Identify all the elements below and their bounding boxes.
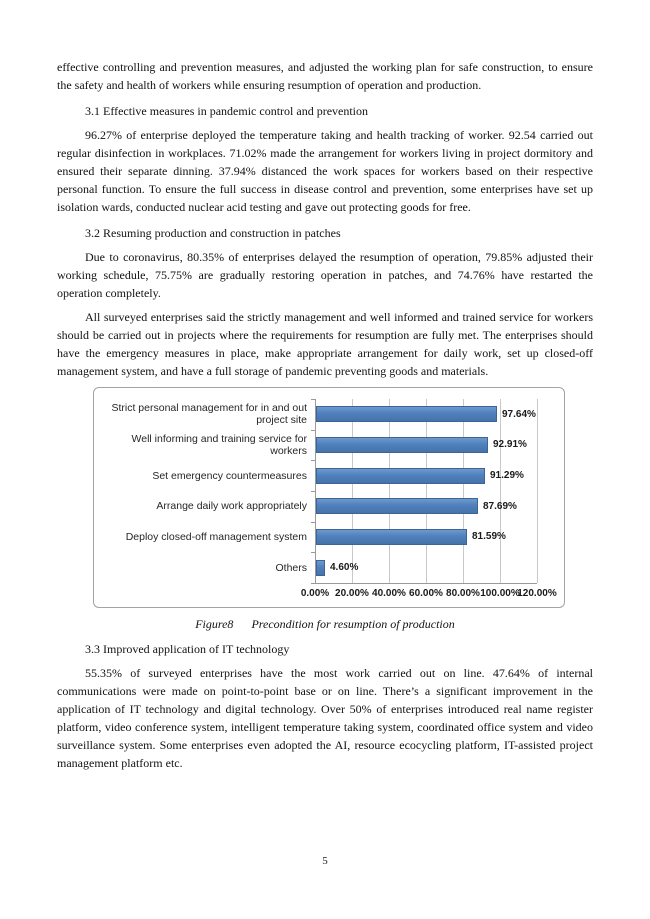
- chart-gridline: [463, 399, 464, 583]
- figure-8-bar-chart: [93, 387, 565, 608]
- paragraph-intro: effective controlling and prevention measures, and adjusted the working plan for safe construction, to ensure the safety and health of workers while ensuring resumption of operation and production.: [57, 60, 593, 92]
- chart-bar: [316, 406, 497, 422]
- chart-value-label: 91.29%: [490, 470, 524, 482]
- chart-gridline: [389, 399, 390, 583]
- chart-bar: [316, 498, 478, 514]
- chart-value-label: 81.59%: [472, 531, 506, 543]
- chart-axis-tick-label: 60.00%: [409, 588, 443, 599]
- chart-category-label: Set emergency countermeasures: [152, 469, 307, 482]
- chart-value-label: 97.64%: [502, 408, 536, 420]
- chart-value-label: 4.60%: [330, 562, 359, 574]
- chart-category-label: Strict personal management for in and out project site: [111, 402, 307, 427]
- heading-3-2: 3.2 Resuming production and construction in patches: [85, 226, 341, 240]
- chart-category-label: Well informing and training service for workers: [131, 432, 307, 457]
- page-number: 5: [322, 855, 328, 867]
- paragraph-3-3: 55.35% of surveyed enterprises have the most work carried out on line. 47.64% of internal communications were made on point-to-point base or on line. There’s a significant improvement in the application of IT technology and digital technology. Over 50% of enterprises introduced real name register platform, video conference system, intelligent temperature taking system, coordinated office system and video surveillance system. Some enterprises even adopted the AI, resource ecocycling platform, IT-assisted project management platform etc.: [57, 666, 593, 770]
- paragraph-3-1: 96.27% of enterprise deployed the temperature taking and health tracking of worker. 92.54 carried out regular disinfection in workplaces. 71.02% made the arrangement for workers living in project dormitory and ensured their separate dinning. 37.94% distanced the work spaces for workers based on their respective personal function. To ensure the full success in disease control and prevention, some enterprises have set up isolation wards, conducted nuclear acid testing and gave out protecting goods for free.: [57, 128, 593, 214]
- chart-axis-tick-label: 20.00%: [335, 588, 369, 599]
- chart-bar: [316, 437, 488, 453]
- chart-axis-tick-label: 0.00%: [300, 588, 330, 599]
- chart-axis-tick-label: 80.00%: [446, 588, 480, 599]
- chart-bar: [316, 560, 325, 576]
- paragraph-3-2b: All surveyed enterprises said the strictly management and well informed and trained service for workers should be carried out in projects where the requirements for resumption are fully met. The enterprises should have the emergency measures in place, make appropriate arrangement for daily work, set up closed-off management system, and have a full storage of pandemic preventing goods and materials.: [57, 310, 593, 378]
- figure-caption: [57, 617, 593, 632]
- heading-3-1: 3.1 Effective measures in pandemic control and prevention: [85, 104, 369, 118]
- heading-3-3: 3.3 Improved application of IT technology: [85, 642, 290, 656]
- chart-axis-tick-label: 100.00%: [480, 588, 520, 599]
- paragraph-3-2a: Due to coronavirus, 80.35% of enterprises delayed the resumption of operation, 79.85% adjusted their working schedule, 75.75% are gradually restoring operation in patches, and 74.76% have restarted the operation completely.: [57, 250, 593, 300]
- chart-value-axis: [315, 583, 537, 584]
- chart-category-label: Deploy closed-off management system: [125, 530, 307, 543]
- chart-bar: [316, 529, 467, 545]
- chart-category-label: Others: [275, 561, 307, 574]
- chart-category-label: Arrange daily work appropriately: [156, 500, 307, 513]
- chart-gridline: [426, 399, 427, 583]
- figure-caption-label: Figure8: [195, 617, 234, 631]
- chart-value-label: 92.91%: [493, 439, 527, 451]
- chart-bar: [316, 468, 485, 484]
- chart-category-axis: [315, 399, 316, 584]
- chart-gridline: [537, 399, 538, 583]
- chart-axis-tick-label: 40.00%: [372, 588, 406, 599]
- chart-axis-tick-label: 120.00%: [517, 588, 557, 599]
- chart-value-label: 87.69%: [483, 500, 517, 512]
- figure-caption-title: Precondition for resumption of production: [251, 617, 455, 631]
